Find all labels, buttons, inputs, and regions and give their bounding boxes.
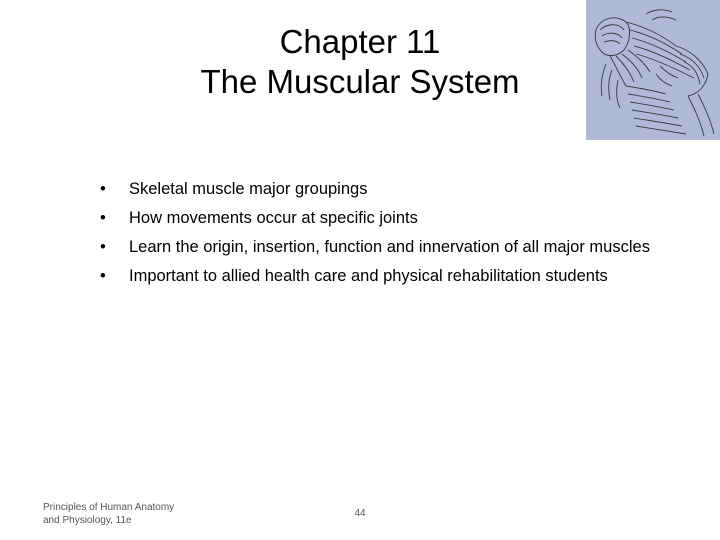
slide-title <box>120 22 600 102</box>
bullet-text: How movements occur at specific joints <box>129 209 418 227</box>
bullet-text: Important to allied health care and physical rehabilitation students <box>129 267 608 285</box>
bullet-text: Learn the origin, insertion, function and innervation of all major muscles <box>129 238 650 256</box>
list-item <box>100 236 700 259</box>
bullet-marker: • <box>100 209 106 227</box>
bullet-text: Skeletal muscle major groupings <box>129 180 368 198</box>
title-line-subject: The Muscular System <box>200 63 520 100</box>
page-number: 44 <box>354 508 366 519</box>
bullet-marker: • <box>100 238 106 256</box>
list-item <box>100 178 700 201</box>
bullet-list <box>100 178 700 294</box>
title-line-chapter: Chapter 11 <box>279 23 441 60</box>
list-item <box>100 265 700 288</box>
footer-source <box>43 501 213 527</box>
bullet-marker: • <box>100 180 106 198</box>
list-item <box>100 207 700 230</box>
footer-source-line: Principles of Human Anatomy <box>43 502 175 513</box>
footer-source-line: and Physiology, 11e <box>43 515 132 526</box>
bullet-marker: • <box>100 267 106 285</box>
muscle-anatomy-illustration-icon <box>586 0 720 140</box>
